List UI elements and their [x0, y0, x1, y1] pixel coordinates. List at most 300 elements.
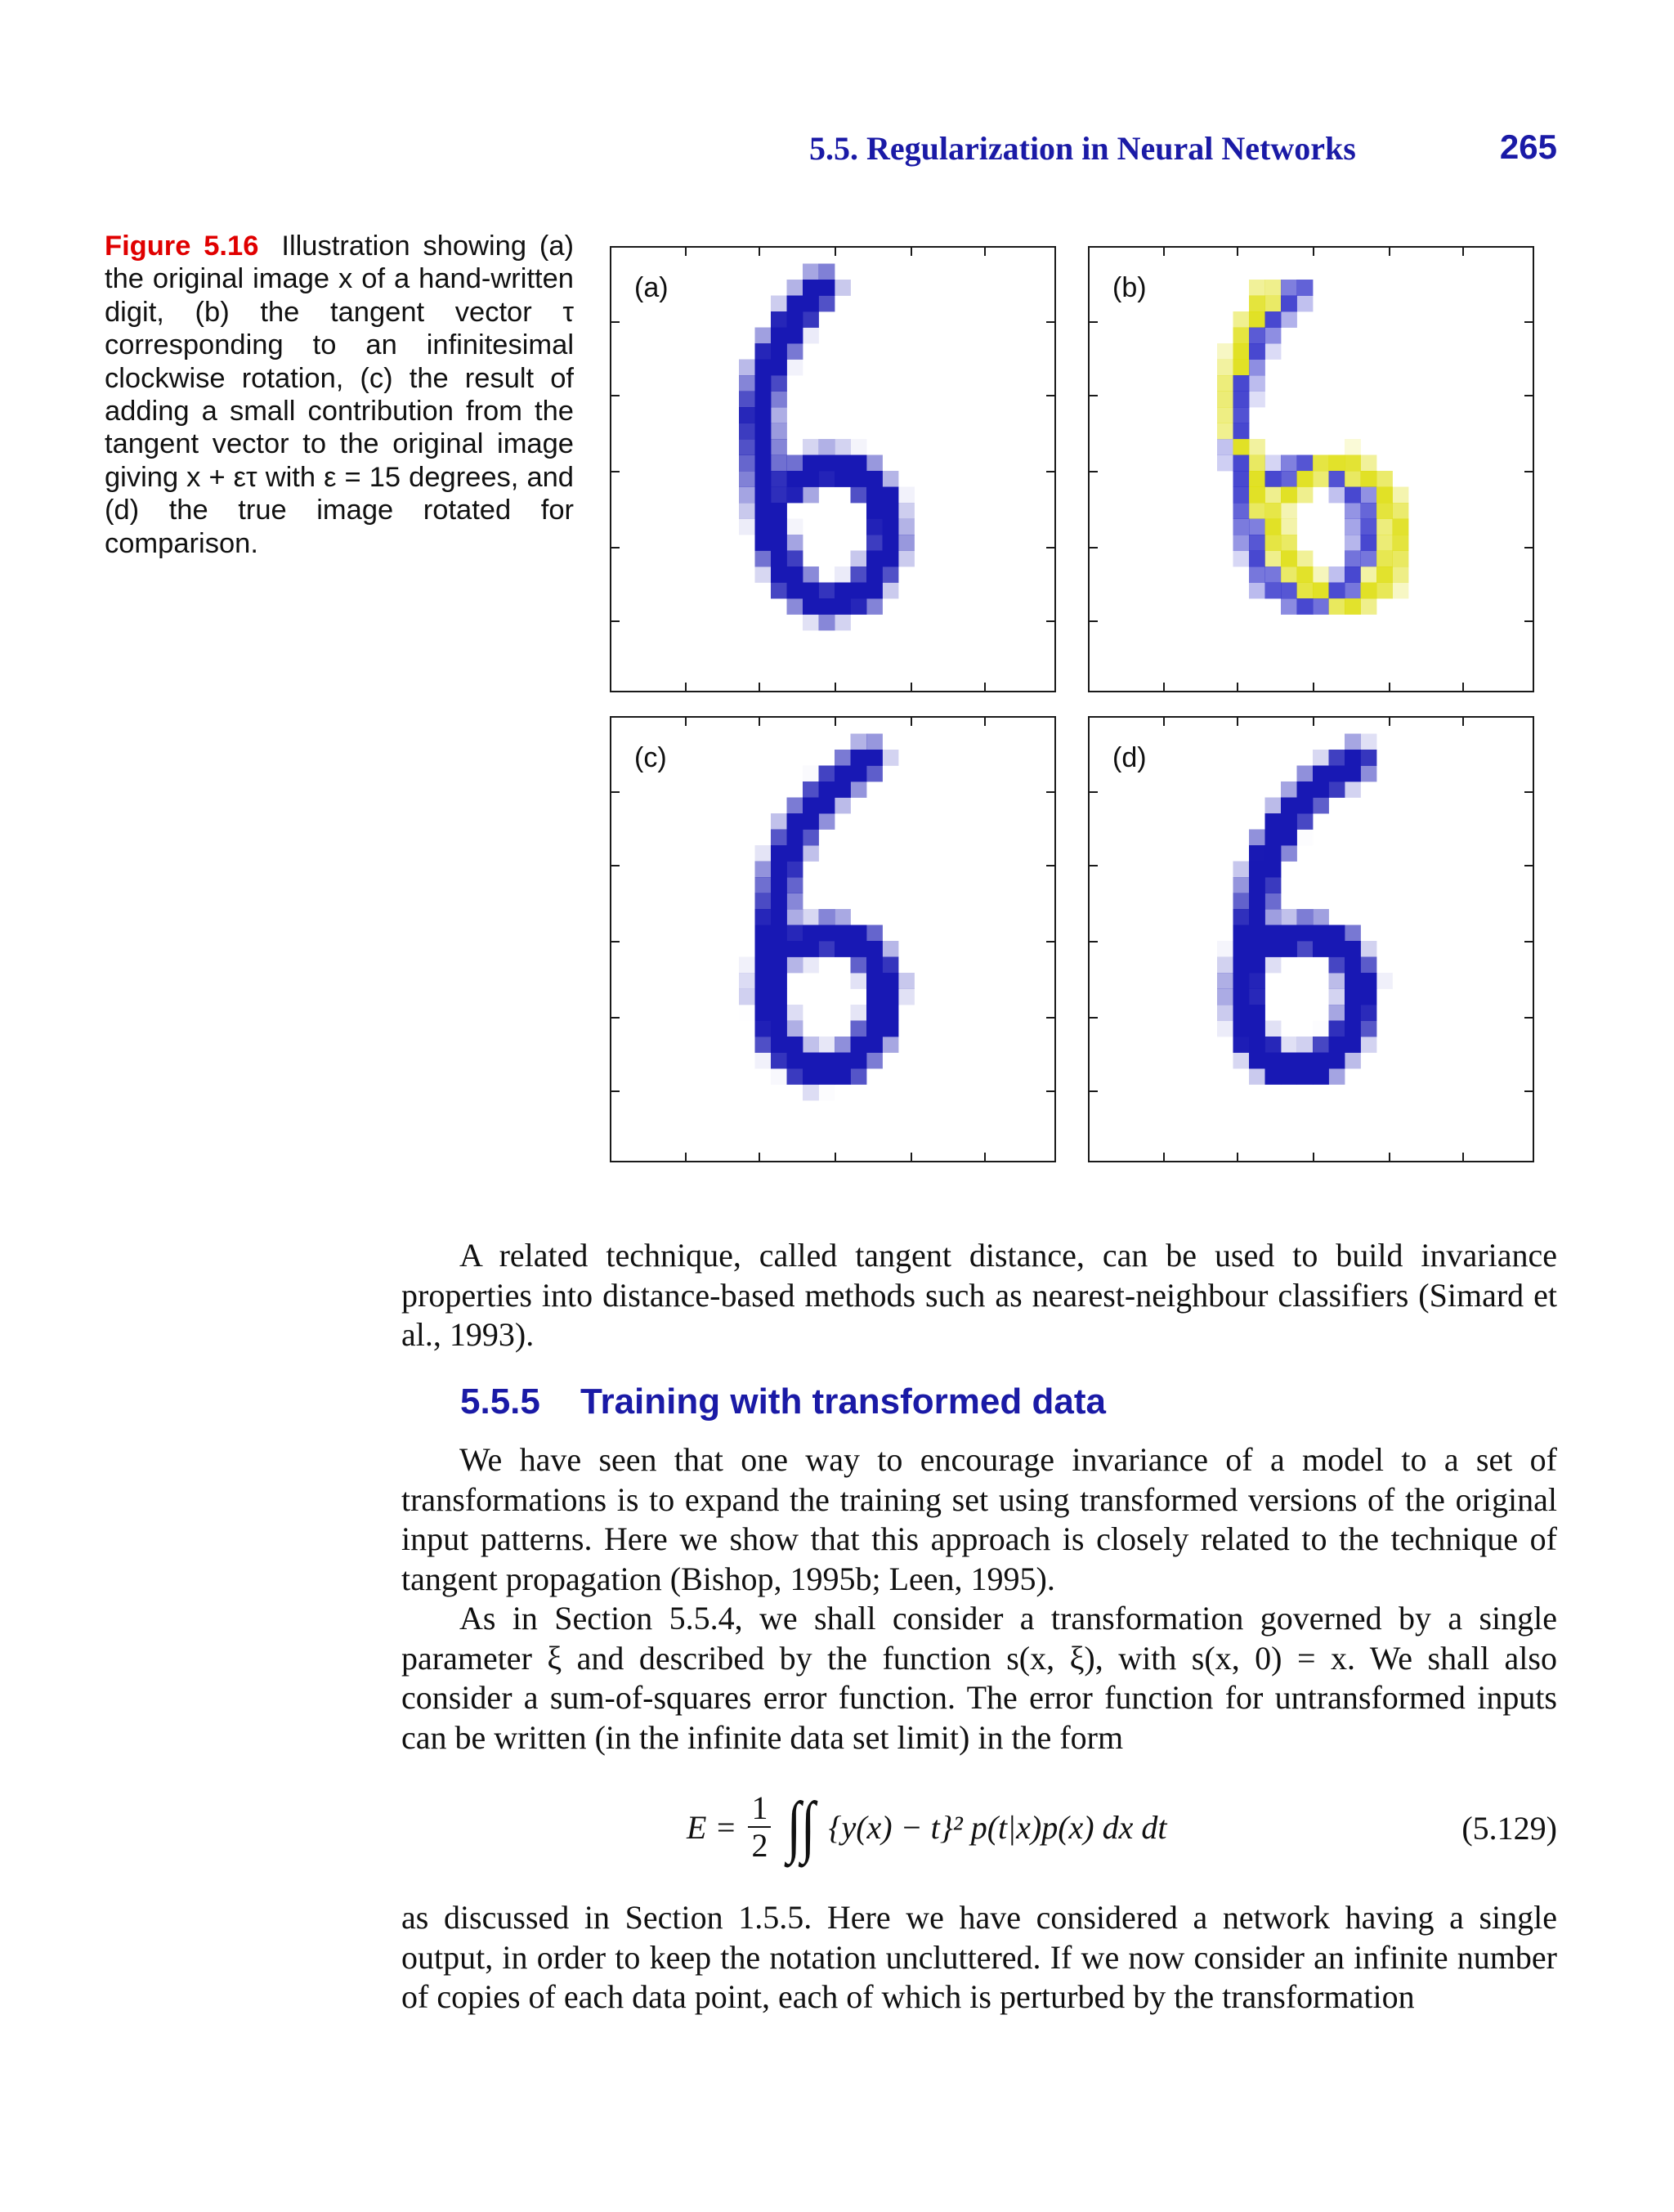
digit-pixel: [755, 392, 772, 408]
digit-pixel: [866, 1021, 883, 1037]
axis-tick: [685, 683, 687, 691]
digit-pixel: [771, 877, 787, 893]
digit-pixel: [787, 845, 803, 862]
digit-pixel: [1281, 781, 1297, 798]
digit-pixel: [787, 487, 803, 504]
digit-pixel: [771, 925, 787, 942]
digit-pixel: [1361, 551, 1377, 567]
axis-tick: [1046, 395, 1054, 396]
digit-pixel: [787, 877, 803, 893]
digit-pixel: [1233, 360, 1250, 376]
digit-pixel: [866, 583, 883, 599]
axis-tick: [1524, 471, 1533, 472]
digit-pixel: [1393, 519, 1409, 535]
digit-pixel: [803, 264, 819, 280]
digit-pixel: [1281, 909, 1297, 925]
axis-tick: [1163, 248, 1165, 256]
digit-pixel: [1281, 1037, 1297, 1053]
digit-pixel: [1233, 989, 1250, 1005]
digit-pixel: [1376, 566, 1393, 583]
axis-tick: [1313, 248, 1314, 256]
digit-pixel: [1233, 941, 1250, 957]
axis-tick: [611, 865, 620, 866]
digit-pixel: [803, 830, 819, 846]
digit-pixel: [1376, 973, 1393, 989]
digit-pixel: [1345, 734, 1361, 750]
digit-pixel: [835, 798, 851, 814]
equation-lhs: E =: [687, 1808, 737, 1846]
digit-pixel: [866, 973, 883, 989]
digit-pixel: [866, 766, 883, 782]
digit-pixel: [1297, 598, 1314, 615]
panel-label-b: (b): [1112, 272, 1147, 303]
digit-pixel: [755, 845, 772, 862]
digit-pixel: [803, 813, 819, 830]
digit-pixel: [771, 343, 787, 360]
digit-pixel: [1249, 877, 1265, 893]
digit-pixel: [1281, 813, 1297, 830]
axis-tick: [1046, 620, 1054, 622]
axis-tick: [1313, 683, 1314, 691]
digit-pixel: [851, 973, 867, 989]
digit-pixel: [1249, 392, 1265, 408]
digit-pixel: [1329, 766, 1345, 782]
digit-pixel: [803, 1085, 819, 1101]
digit-pixel: [1297, 280, 1314, 296]
axis-tick: [1090, 791, 1098, 793]
digit-pixel: [851, 957, 867, 974]
digit-pixel: [771, 455, 787, 472]
digit-image: [1090, 718, 1536, 1164]
digit-pixel: [1265, 519, 1282, 535]
digit-pixel: [1313, 455, 1329, 472]
digit-pixel: [835, 583, 851, 599]
digit-pixel: [755, 471, 772, 487]
digit-pixel: [883, 750, 899, 766]
axis-tick: [611, 321, 620, 323]
digit-pixel: [1265, 583, 1282, 599]
digit-pixel: [1233, 909, 1250, 925]
equation-number: (5.129): [1461, 1810, 1557, 1847]
digit-pixel: [739, 423, 755, 440]
figure-caption: [105, 230, 574, 560]
digit-pixel: [866, 941, 883, 957]
digit-pixel: [1313, 798, 1329, 814]
digit-pixel: [851, 734, 867, 750]
digit-pixel: [1393, 566, 1409, 583]
digit-pixel: [803, 845, 819, 862]
digit-pixel: [787, 862, 803, 878]
digit-pixel: [739, 973, 755, 989]
digit-pixel: [771, 1021, 787, 1037]
digit-pixel: [1329, 1021, 1345, 1037]
digit-pixel: [1376, 535, 1393, 551]
digit-pixel: [1249, 583, 1265, 599]
digit-pixel: [1217, 973, 1233, 989]
digit-pixel: [1233, 1037, 1250, 1053]
digit-pixel: [1361, 471, 1377, 487]
digit-pixel: [1281, 583, 1297, 599]
digit-pixel: [866, 925, 883, 942]
digit-pixel: [771, 845, 787, 862]
digit-pixel: [771, 813, 787, 830]
digit-pixel: [1217, 360, 1233, 376]
axis-tick: [1524, 547, 1533, 549]
digit-pixel: [1281, 455, 1297, 472]
digit-pixel: [1361, 941, 1377, 957]
digit-pixel: [819, 280, 835, 296]
digit-pixel: [1265, 845, 1282, 862]
axis-tick: [611, 1017, 620, 1019]
digit-pixel: [739, 989, 755, 1005]
digit-pixel: [1393, 503, 1409, 519]
digit-pixel: [755, 407, 772, 423]
fraction-denominator: 2: [748, 1826, 771, 1864]
digit-pixel: [883, 1037, 899, 1053]
digit-pixel: [866, 598, 883, 615]
digit-pixel: [1233, 375, 1250, 392]
digit-pixel: [819, 925, 835, 942]
digit-pixel: [787, 566, 803, 583]
axis-tick: [1389, 718, 1390, 726]
digit-pixel: [883, 487, 899, 504]
digit-pixel: [851, 551, 867, 567]
digit-pixel: [803, 615, 819, 631]
digit-pixel: [1265, 566, 1282, 583]
digit-pixel: [1345, 487, 1361, 504]
digit-pixel: [1217, 375, 1233, 392]
digit-pixel: [1329, 566, 1345, 583]
digit-pixel: [787, 598, 803, 615]
digit-pixel: [1313, 583, 1329, 599]
digit-pixel: [1361, 734, 1377, 750]
digit-pixel: [755, 519, 772, 535]
digit-pixel: [1249, 1068, 1265, 1085]
digit-pixel: [851, 487, 867, 504]
digit-pixel: [898, 503, 915, 519]
digit-pixel: [1265, 535, 1282, 551]
axis-tick: [835, 683, 836, 691]
axis-tick: [1090, 865, 1098, 866]
digit-pixel: [739, 392, 755, 408]
axis-tick: [1046, 1090, 1054, 1092]
digit-pixel: [1313, 941, 1329, 957]
digit-pixel: [1361, 487, 1377, 504]
digit-pixel: [787, 798, 803, 814]
digit-pixel: [866, 503, 883, 519]
digit-pixel: [1249, 455, 1265, 472]
digit-pixel: [883, 471, 899, 487]
axis-tick: [1313, 1153, 1314, 1161]
digit-pixel: [1217, 1005, 1233, 1021]
digit-pixel: [1265, 280, 1282, 296]
digit-pixel: [755, 487, 772, 504]
figure-label: Figure 5.16: [105, 231, 259, 262]
digit-pixel: [1249, 487, 1265, 504]
digit-pixel: [1313, 781, 1329, 798]
digit-pixel: [739, 471, 755, 487]
digit-pixel: [771, 360, 787, 376]
panel-label-a: (a): [634, 272, 669, 303]
digit-pixel: [819, 781, 835, 798]
digit-pixel: [755, 455, 772, 472]
paragraph-3: As in Section 5.5.4, we shall consider a transformation governed by a single parameter ξ and described by the function s(x, ξ), with s(x, 0) = x. We shall also consider a sum-of-squares error function. The error function for untransformed inputs can be written (in the infinite data set limit) in the form: [401, 1600, 1557, 1756]
axis-tick: [1046, 865, 1054, 866]
digit-pixel: [1345, 750, 1361, 766]
digit-pixel: [787, 551, 803, 567]
digit-pixel: [1265, 877, 1282, 893]
digit-pixel: [883, 941, 899, 957]
digit-pixel: [803, 455, 819, 472]
digit-pixel: [835, 750, 851, 766]
axis-tick: [835, 1153, 836, 1161]
axis-tick: [611, 941, 620, 943]
digit-pixel: [1281, 535, 1297, 551]
digit-pixel: [1217, 1021, 1233, 1037]
digit-pixel: [1265, 503, 1282, 519]
digit-pixel: [755, 925, 772, 942]
digit-pixel: [866, 455, 883, 472]
digit-pixel: [803, 566, 819, 583]
digit-pixel: [835, 925, 851, 942]
digit-pixel: [1297, 1053, 1314, 1069]
digit-pixel: [739, 439, 755, 455]
figure-panel-d: [1088, 716, 1534, 1162]
digit-pixel: [1297, 830, 1314, 846]
digit-pixel: [739, 519, 755, 535]
digit-pixel: [1233, 535, 1250, 551]
digit-pixel: [819, 296, 835, 312]
axis-tick: [984, 1153, 986, 1161]
digit-pixel: [1249, 830, 1265, 846]
axis-tick: [1524, 620, 1533, 622]
axis-tick: [759, 248, 760, 256]
axis-tick: [984, 248, 986, 256]
digit-pixel: [1233, 1021, 1250, 1037]
digit-pixel: [1265, 830, 1282, 846]
digit-pixel: [851, 941, 867, 957]
digit-pixel: [1217, 423, 1233, 440]
digit-pixel: [883, 503, 899, 519]
axis-tick: [1046, 471, 1054, 472]
digit-pixel: [1393, 551, 1409, 567]
digit-pixel: [1376, 519, 1393, 535]
digit-pixel: [898, 989, 915, 1005]
digit-pixel: [1376, 487, 1393, 504]
axis-tick: [611, 395, 620, 396]
digit-pixel: [1329, 487, 1345, 504]
axis-tick: [1090, 941, 1098, 943]
digit-pixel: [771, 487, 787, 504]
digit-pixel: [755, 1053, 772, 1069]
axis-tick: [759, 718, 760, 726]
digit-pixel: [787, 280, 803, 296]
digit-pixel: [1313, 1021, 1329, 1037]
digit-pixel: [819, 583, 835, 599]
digit-pixel: [787, 941, 803, 957]
digit-pixel: [1345, 766, 1361, 782]
digit-pixel: [787, 311, 803, 328]
axis-tick: [911, 248, 912, 256]
digit-pixel: [739, 407, 755, 423]
axis-tick: [911, 718, 912, 726]
panel-label-d: (d): [1112, 742, 1147, 773]
digit-pixel: [1281, 845, 1297, 862]
digit-pixel: [1313, 909, 1329, 925]
digit-pixel: [1329, 1053, 1345, 1069]
digit-pixel: [755, 862, 772, 878]
axis-tick: [611, 620, 620, 622]
axis-tick: [1462, 683, 1464, 691]
digit-image: [611, 248, 1058, 694]
equation-5-129: [687, 1782, 1166, 1872]
digit-pixel: [771, 392, 787, 408]
digit-pixel: [1249, 503, 1265, 519]
digit-pixel: [787, 925, 803, 942]
digit-pixel: [1313, 471, 1329, 487]
digit-pixel: [1265, 487, 1282, 504]
digit-pixel: [1281, 551, 1297, 567]
digit-pixel: [771, 535, 787, 551]
digit-pixel: [1249, 909, 1265, 925]
digit-pixel: [866, 487, 883, 504]
digit-pixel: [1249, 925, 1265, 942]
digit-pixel: [1345, 1021, 1361, 1037]
digit-pixel: [771, 583, 787, 599]
digit-pixel: [1376, 471, 1393, 487]
digit-pixel: [851, 925, 867, 942]
digit-pixel: [1281, 1053, 1297, 1069]
digit-pixel: [1217, 343, 1233, 360]
digit-pixel: [1281, 830, 1297, 846]
digit-pixel: [755, 535, 772, 551]
digit-pixel: [1361, 566, 1377, 583]
digit-pixel: [898, 519, 915, 535]
digit-pixel: [1297, 813, 1314, 830]
digit-pixel: [1281, 280, 1297, 296]
digit-pixel: [1233, 503, 1250, 519]
digit-pixel: [787, 1021, 803, 1037]
fraction-numerator: 1: [751, 1789, 768, 1826]
digit-pixel: [1281, 487, 1297, 504]
digit-pixel: [1233, 1005, 1250, 1021]
digit-pixel: [1361, 519, 1377, 535]
digit-pixel: [1281, 519, 1297, 535]
digit-pixel: [771, 893, 787, 910]
digit-pixel: [866, 1053, 883, 1069]
digit-pixel: [1345, 551, 1361, 567]
digit-pixel: [898, 973, 915, 989]
digit-pixel: [755, 909, 772, 925]
axis-tick: [611, 791, 620, 793]
figure-panel-a: [610, 246, 1056, 692]
digit-pixel: [1249, 296, 1265, 312]
digit-pixel: [771, 328, 787, 344]
digit-pixel: [819, 813, 835, 830]
digit-pixel: [1345, 455, 1361, 472]
digit-pixel: [771, 311, 787, 328]
digit-pixel: [1233, 519, 1250, 535]
digit-pixel: [819, 1053, 835, 1069]
digit-pixel: [819, 798, 835, 814]
digit-pixel: [1281, 503, 1297, 519]
digit-pixel: [883, 1005, 899, 1021]
digit-pixel: [771, 973, 787, 989]
digit-pixel: [819, 455, 835, 472]
digit-pixel: [1361, 750, 1377, 766]
digit-pixel: [787, 830, 803, 846]
digit-pixel: [898, 551, 915, 567]
digit-pixel: [1249, 1005, 1265, 1021]
axis-tick: [685, 718, 687, 726]
digit-pixel: [803, 941, 819, 957]
equation-fraction: [748, 1790, 771, 1864]
digit-pixel: [883, 989, 899, 1005]
digit-pixel: [1233, 311, 1250, 328]
digit-pixel: [803, 957, 819, 974]
digit-pixel: [1281, 566, 1297, 583]
digit-pixel: [1297, 566, 1314, 583]
digit-pixel: [771, 423, 787, 440]
digit-pixel: [803, 311, 819, 328]
digit-pixel: [755, 343, 772, 360]
digit-pixel: [1233, 439, 1250, 455]
digit-pixel: [755, 551, 772, 567]
digit-pixel: [787, 455, 803, 472]
axis-tick: [1313, 718, 1314, 726]
digit-pixel: [1361, 766, 1377, 782]
digit-pixel: [1281, 471, 1297, 487]
axis-tick: [1163, 683, 1165, 691]
digit-pixel: [866, 989, 883, 1005]
digit-pixel: [771, 1037, 787, 1053]
digit-pixel: [1297, 487, 1314, 504]
digit-pixel: [1297, 766, 1314, 782]
digit-pixel: [819, 1085, 835, 1101]
digit-image: [611, 718, 1058, 1164]
digit-pixel: [851, 750, 867, 766]
figure-caption-text: Illustration showing (a) the original image x of a hand-written digit, (b) the tangent vector τ corresponding to an infinitesimal clockwise rotation, (c) the result of adding a small contribution from the tangent vector to the original image giving x + ετ with ε = 15 degrees, and (d) the true image rotated for comparison.: [105, 231, 575, 559]
digit-pixel: [755, 989, 772, 1005]
digit-pixel: [1249, 439, 1265, 455]
digit-pixel: [1376, 583, 1393, 599]
digit-pixel: [851, 455, 867, 472]
digit-pixel: [819, 1068, 835, 1085]
digit-pixel: [819, 941, 835, 957]
digit-pixel: [883, 973, 899, 989]
digit-pixel: [835, 781, 851, 798]
digit-pixel: [1297, 909, 1314, 925]
digit-pixel: [1297, 798, 1314, 814]
digit-pixel: [787, 813, 803, 830]
digit-pixel: [787, 1068, 803, 1085]
axis-tick: [1090, 471, 1098, 472]
digit-pixel: [835, 766, 851, 782]
digit-pixel: [771, 830, 787, 846]
double-integral-symbol: ∫∫: [787, 1789, 816, 1865]
axis-tick: [611, 471, 620, 472]
digit-pixel: [787, 583, 803, 599]
digit-pixel: [1249, 845, 1265, 862]
axis-tick: [1237, 1153, 1238, 1161]
digit-pixel: [819, 264, 835, 280]
digit-pixel: [803, 280, 819, 296]
digit-pixel: [739, 503, 755, 519]
axis-tick: [1462, 1153, 1464, 1161]
digit-pixel: [1249, 311, 1265, 328]
digit-pixel: [1233, 392, 1250, 408]
axis-tick: [1090, 321, 1098, 323]
